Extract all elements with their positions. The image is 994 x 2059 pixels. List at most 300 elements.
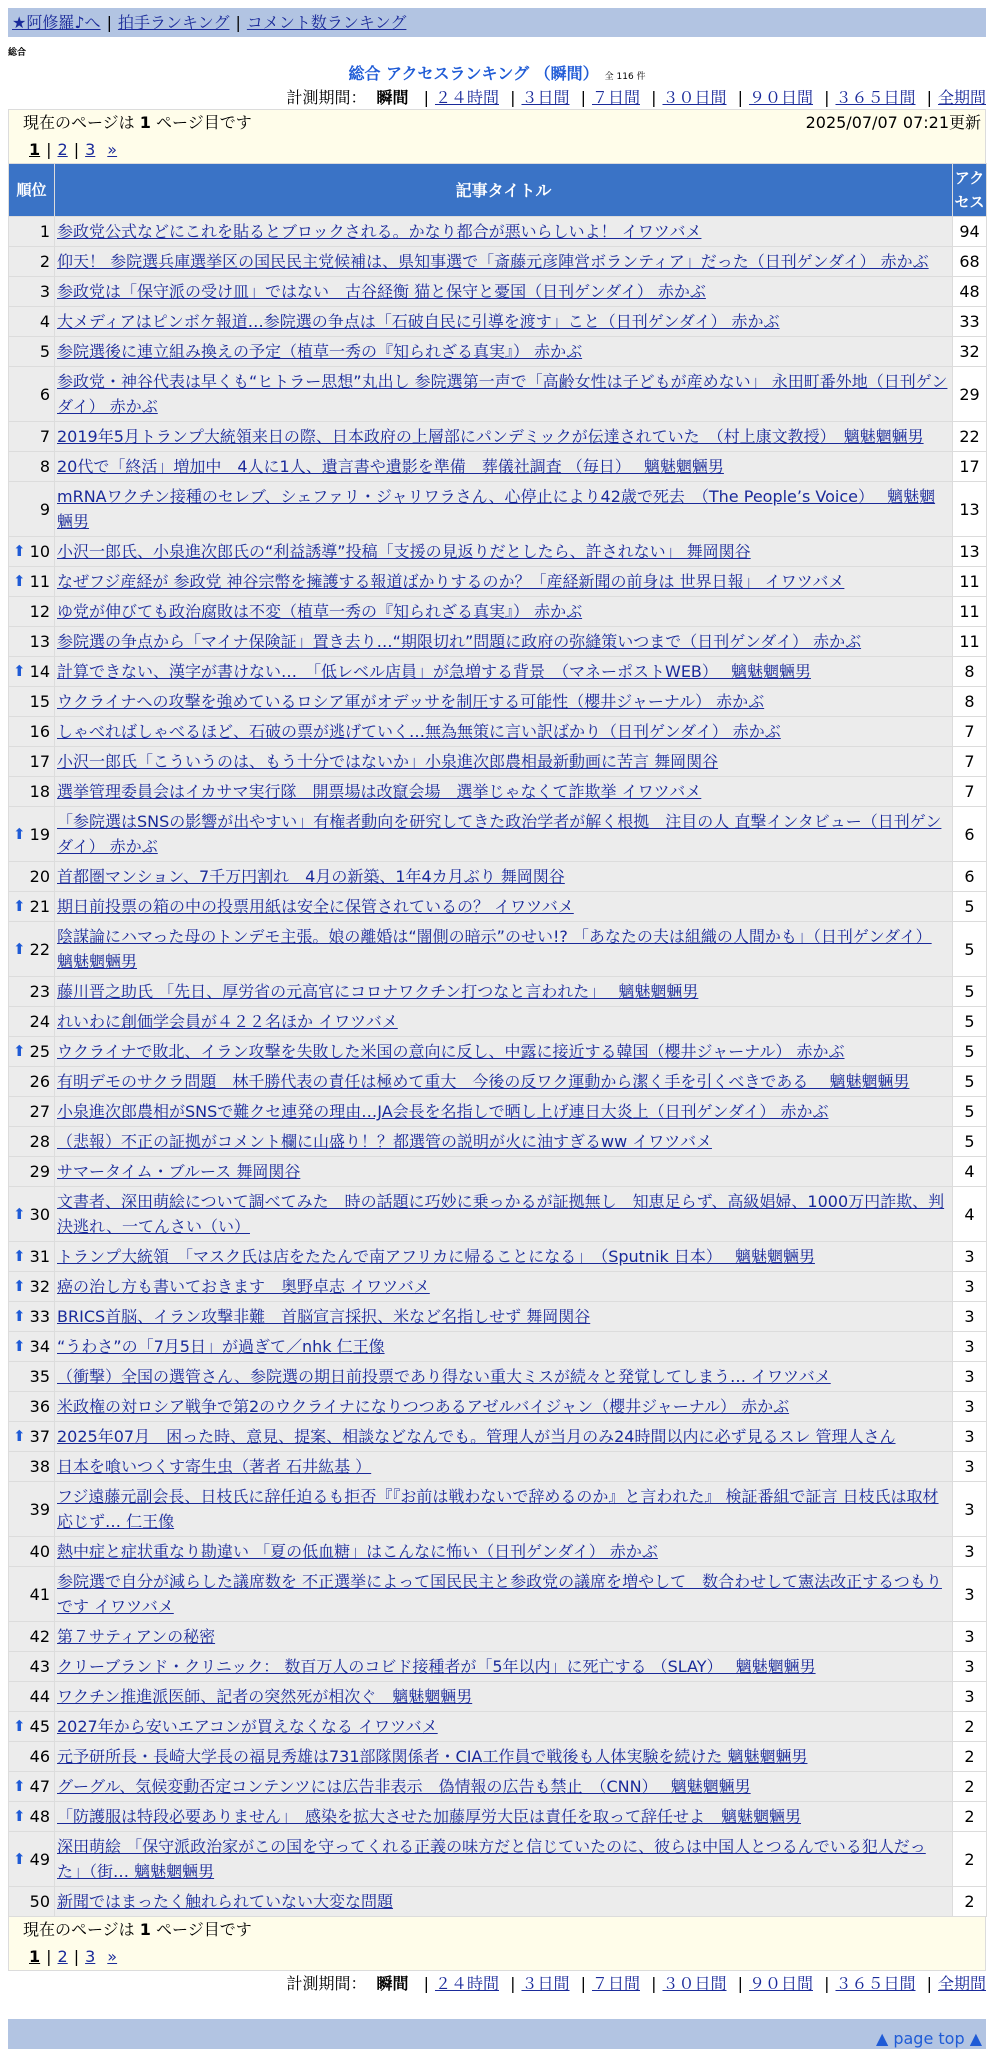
article-link[interactable]: 第７サティアンの秘密: [57, 1627, 216, 1646]
article-link[interactable]: 2027年から安いエアコンが買えなくなる イワツバメ: [57, 1717, 438, 1736]
table-row: [9, 977, 987, 1007]
rank-number: 30: [29, 1204, 50, 1224]
title-cell: [55, 1097, 953, 1127]
rank-number: 8: [39, 457, 50, 476]
rank-number: 48: [29, 1807, 50, 1826]
access-count: 13: [953, 482, 987, 537]
page-link-2[interactable]: 2: [57, 140, 68, 159]
table-row: [9, 1067, 987, 1097]
table-row: [9, 482, 987, 537]
rank-number: 26: [29, 1072, 50, 1091]
article-link[interactable]: 20代で「終活」増加中 4人に1人、遺言書や遺影を準備 葬儀社調査 （毎日） 魑魅魍魎男: [57, 457, 724, 476]
table-row: [9, 307, 987, 337]
article-link[interactable]: ゆ党が伸びても政治腐敗は不変（植草一秀の『知られざる真実』） 赤かぶ: [57, 602, 583, 621]
title-cell: [55, 1392, 953, 1422]
article-link[interactable]: 藤川晋之助氏 「先日、厚労省の元高官にコロナワクチン打つなと言われた」 魑魅魍魎男: [57, 982, 699, 1001]
access-count: 2: [953, 1832, 987, 1887]
article-link[interactable]: 参院選で自分が減らした議席数を 不正選挙によって国民民主と参政党の議席を増やして 数合わせして憲法改正するつもりです イワツバメ: [57, 1572, 942, 1616]
rank-cell: [9, 337, 55, 367]
period-link-all[interactable]: 全期間: [937, 1974, 986, 1993]
access-count: 94: [953, 217, 987, 247]
article-link[interactable]: 米政権の対ロシア戦争で第2のウクライナになりつつあるアゼルバイジャン（櫻井ジャーナル） 赤かぶ: [57, 1397, 790, 1416]
access-count: 3: [953, 1567, 987, 1622]
title-cell: [55, 247, 953, 277]
period-link-7d[interactable]: ７日間: [591, 88, 640, 107]
table-row: [9, 1392, 987, 1422]
rank-cell: [9, 307, 55, 337]
rank-number: 40: [29, 1542, 50, 1561]
title-cell: [55, 367, 953, 422]
rank-number: 42: [29, 1627, 50, 1646]
table-row: [9, 1362, 987, 1392]
title-cell: [55, 1067, 953, 1097]
table-row: [9, 277, 987, 307]
page-link-3[interactable]: 3: [85, 140, 96, 159]
access-count: 13: [953, 537, 987, 567]
period-selector-bottom: 計測期間： 瞬間 | ２４時間 | ３日間 | ７日間 | ３０日間 | ９０日間 | ３６５日間 | 全期間: [286, 1974, 986, 1993]
rank-number: 37: [29, 1427, 50, 1446]
article-link[interactable]: れいわに創価学会員が４２２名ほか イワツバメ: [57, 1012, 398, 1031]
article-link[interactable]: 有明デモのサクラ問題 林千勝代表の責任は極めて重大 今後の反ワク運動から潔く手を引くべきである 魑魅魍魎男: [57, 1072, 910, 1091]
category-label: 総合: [8, 48, 27, 58]
period-selector-top: 計測期間： 瞬間 | ２４時間 | ３日間 | ７日間 | ３０日間 | ９０日間 | ３６５日間 | 全期間: [286, 88, 986, 107]
table-row: [9, 1482, 987, 1537]
period-link-3d[interactable]: ３日間: [521, 88, 570, 107]
title-cell: [55, 567, 953, 597]
title-cell: [55, 1482, 953, 1537]
article-link[interactable]: ワクチン推進派医師、記者の突然死が相次ぐ 魑魅魍魎男: [57, 1687, 473, 1706]
table-row: [9, 627, 987, 657]
rank-cell: [9, 1127, 55, 1157]
pager-top: 現在のページは 1 ページ目です 2025/07/07 07:21更新 1 | 2 | 3 »: [8, 109, 986, 163]
table-row: [9, 1832, 987, 1887]
rank-number: 18: [29, 782, 50, 801]
title-cell: [55, 1037, 953, 1067]
table-row: [9, 1127, 987, 1157]
table-row: [9, 1652, 987, 1682]
rank-number: 1: [39, 222, 50, 241]
title-cell: [55, 217, 953, 247]
title-cell: [55, 1887, 953, 1917]
rank-number: 15: [29, 692, 50, 711]
period-link-30d[interactable]: ３０日間: [662, 88, 727, 107]
access-count: 3: [953, 1452, 987, 1482]
period-link-all[interactable]: 全期間: [937, 88, 986, 107]
rank-number: 41: [29, 1584, 50, 1604]
article-link[interactable]: 2025年07月 困った時、意見、提案、相談などなんでも。管理人が当月のみ24時間以内に必ず見るスレ 管理人さん: [57, 1427, 896, 1446]
table-row: [9, 717, 987, 747]
rank-up-arrow-icon: ⬆: [13, 1777, 26, 1795]
page-title: 総合 アクセスランキング （瞬間）: [348, 64, 599, 83]
title-cell: [55, 537, 953, 567]
rank-cell: [9, 747, 55, 777]
table-row: [9, 1422, 987, 1452]
rank-cell: [9, 1302, 55, 1332]
title-cell: [55, 277, 953, 307]
title-cell: [55, 922, 953, 977]
article-link[interactable]: （悲報）不正の証拠がコメント欄に山盛り！？都選管の説明が火に油すぎるww イワツバメ: [57, 1132, 712, 1151]
period-link-90d[interactable]: ９０日間: [748, 1974, 813, 1993]
separator: |: [235, 13, 241, 32]
rank-up-arrow-icon: ⬆: [13, 1717, 26, 1735]
article-link[interactable]: 文書者、深田萌絵について調べてみた 時の話題に巧妙に乗っかるが証拠無し 知恵足らず、高級娼婦、1000万円詐欺、判決逃れ、一てんさい（い）: [57, 1192, 945, 1236]
period-link-365d[interactable]: ３６５日間: [835, 88, 916, 107]
header-title: 記事タイトル: [55, 164, 953, 217]
article-link[interactable]: 深田萌絵 「保守派政治家がこの国を守ってくれる正義の味方だと信じていたのに、彼らは中国人とつるんでいる犯人だった」（街… 魑魅魍魎男: [57, 1837, 926, 1881]
rank-number: 45: [29, 1717, 50, 1736]
access-count: 3: [953, 1242, 987, 1272]
access-count: 5: [953, 892, 987, 922]
rank-number: 23: [29, 982, 50, 1001]
rank-cell: [9, 1157, 55, 1187]
access-count: 2: [953, 1772, 987, 1802]
rank-cell: [9, 1067, 55, 1097]
rank-number: 22: [29, 939, 50, 959]
title-cell: [55, 1187, 953, 1242]
access-count: 3: [953, 1422, 987, 1452]
table-row: [9, 1007, 987, 1037]
rank-cell: [9, 1242, 55, 1272]
table-row: [9, 367, 987, 422]
rank-cell: [9, 1742, 55, 1772]
access-count: 6: [953, 807, 987, 862]
title-cell: [55, 747, 953, 777]
table-row: [9, 1712, 987, 1742]
article-link[interactable]: 大メディアはピンボケ報道…参院選の争点は「石破自民に引導を渡す」こと（日刊ゲンダイ） 赤かぶ: [57, 312, 780, 331]
access-count: 2: [953, 1742, 987, 1772]
table-row: [9, 1187, 987, 1242]
rank-number: 3: [39, 282, 50, 301]
rank-cell: [9, 1482, 55, 1537]
footer-bar: [8, 2019, 986, 2049]
rank-cell: [9, 1537, 55, 1567]
page-link-3[interactable]: 3: [85, 1947, 96, 1966]
table-row: [9, 247, 987, 277]
rank-number: 2: [39, 252, 50, 271]
access-count: 3: [953, 1362, 987, 1392]
rank-cell: [9, 1392, 55, 1422]
rank-number: 16: [29, 722, 50, 741]
clap-ranking-link[interactable]: 拍手ランキング: [117, 13, 230, 32]
access-count: 4: [953, 1157, 987, 1187]
page-next-link[interactable]: »: [107, 140, 118, 159]
rank-number: 25: [29, 1042, 50, 1061]
page: [8, 8, 986, 2049]
header-rank: 順位: [9, 164, 55, 217]
table-row: [9, 537, 987, 567]
rank-up-arrow-icon: ⬆: [13, 1042, 26, 1060]
title-cell: [55, 1452, 953, 1482]
title-cell: [55, 307, 953, 337]
rank-number: 27: [29, 1102, 50, 1121]
article-link[interactable]: BRICS首脳、イラン攻撃非難 首脳宣言採択、米など名指しせず 舞岡関谷: [57, 1307, 591, 1326]
rank-number: 24: [29, 1012, 50, 1031]
access-count: 3: [953, 1537, 987, 1567]
rank-number: 11: [29, 572, 50, 591]
rank-number: 9: [39, 499, 50, 519]
access-count: 3: [953, 1482, 987, 1537]
rank-number: 46: [29, 1747, 50, 1766]
rank-cell: [9, 1712, 55, 1742]
pager-bottom: 現在のページは 1 ページ目です 1 | 2 | 3 »: [8, 1917, 986, 1971]
rank-number: 29: [29, 1162, 50, 1181]
article-link[interactable]: 選挙管理委員会はイカサマ実行隊 開票場は改竄会場 選挙じゃなくて詐欺挙 イワツバメ: [57, 782, 702, 801]
access-count: 2: [953, 1887, 987, 1917]
rank-cell: [9, 892, 55, 922]
article-link[interactable]: 元予研所長・長崎大学長の福見秀雄は731部隊関係者・CIA工作員で戦後も人体実験を続けた 魑魅魍魎男: [57, 1747, 808, 1766]
access-count: 11: [953, 597, 987, 627]
table-row: [9, 1682, 987, 1712]
article-link[interactable]: 首都圏マンション、7千万円割れ 4月の新築、1年4カ月ぶり 舞岡関谷: [57, 867, 565, 886]
access-count: 3: [953, 1302, 987, 1332]
title-cell: [55, 1242, 953, 1272]
access-count: 5: [953, 922, 987, 977]
article-link[interactable]: 小沢一郎氏「こういうのは、もう十分ではないか」小泉進次郎農相最新動画に苦言 舞岡関谷: [57, 752, 719, 771]
article-link[interactable]: ウクライナで敗北、イラン攻撃を失敗した米国の意向に反し、中露に接近する韓国（櫻井ジャーナル） 赤かぶ: [57, 1042, 845, 1061]
access-count: 29: [953, 367, 987, 422]
article-link[interactable]: “うわさ”の「7月5日」が過ぎて／nhk 仁王像: [57, 1337, 385, 1356]
table-row: [9, 1887, 987, 1917]
title-cell: [55, 1007, 953, 1037]
access-count: 3: [953, 1622, 987, 1652]
rank-number: 38: [29, 1457, 50, 1476]
title-cell: [55, 1567, 953, 1622]
period-link-7d[interactable]: ７日間: [591, 1974, 640, 1993]
article-link[interactable]: クリーブランド・クリニック： 数百万人のコビド接種者が「5年以内」に死亡する （SLAY） 魑魅魍魎男: [57, 1657, 816, 1676]
table-row: [9, 862, 987, 892]
period-link-3d[interactable]: ３日間: [521, 1974, 570, 1993]
article-link[interactable]: 「参院選はSNSの影響が出やすい」有権者動向を研究してきた政治学者が解く根拠 注目の人 直撃インタビュー（日刊ゲンダイ） 赤かぶ: [57, 812, 942, 856]
rank-up-arrow-icon: ⬆: [13, 1849, 26, 1868]
rank-cell: [9, 1272, 55, 1302]
access-count: 2: [953, 1712, 987, 1742]
table-row: [9, 777, 987, 807]
article-link[interactable]: mRNAワクチン接種のセレブ、シェファリ・ジャリワラさん、心停止により42歳で死去 （The People’s Voice） 魑魅魍魎男: [57, 487, 936, 531]
article-link[interactable]: 参院選後に連立組み換えの予定（植草一秀の『知られざる真実』） 赤かぶ: [57, 342, 583, 361]
rank-cell: [9, 452, 55, 482]
rank-number: 31: [29, 1247, 50, 1266]
rank-up-arrow-icon: ⬆: [13, 1247, 26, 1265]
period-label: 計測期間：: [286, 1974, 367, 1993]
table-row: [9, 1567, 987, 1622]
period-link-90d[interactable]: ９０日間: [748, 88, 813, 107]
rank-number: 5: [39, 342, 50, 361]
table-header: [9, 164, 987, 217]
article-link[interactable]: 小泉進次郎農相がSNSで難クセ連発の理由…JA会長を名指しで晒し上げ連日大炎上（日刊ゲンダイ） 赤かぶ: [57, 1102, 829, 1121]
access-count: 3: [953, 1682, 987, 1712]
title-cell: [55, 1832, 953, 1887]
table-row: [9, 922, 987, 977]
rank-number: 28: [29, 1132, 50, 1151]
title-cell: [55, 657, 953, 687]
article-link[interactable]: 仰天！ 参院選兵庫選挙区の国民民主党候補は、県知事選で「斎藤元彦陣営ボランティア」だった（日刊ゲンダイ） 赤かぶ: [57, 252, 929, 271]
table-row: [9, 597, 987, 627]
rank-cell: [9, 1007, 55, 1037]
access-count: 7: [953, 747, 987, 777]
article-link[interactable]: 参政党は「保守派の受け皿」ではない 古谷経衡 猫と保守と憂国（日刊ゲンダイ） 赤かぶ: [57, 282, 706, 301]
table-row: [9, 1332, 987, 1362]
rank-cell: [9, 367, 55, 422]
comment-ranking-link[interactable]: コメント数ランキング: [246, 13, 407, 32]
title-cell: [55, 892, 953, 922]
rank-cell: [9, 1362, 55, 1392]
period-link-24h[interactable]: ２４時間: [434, 1974, 499, 1993]
title-cell: [55, 777, 953, 807]
title-cell: [55, 1712, 953, 1742]
access-count: 7: [953, 777, 987, 807]
article-link[interactable]: 新聞ではまったく触れられていない大変な問題: [57, 1892, 394, 1911]
access-count: 68: [953, 247, 987, 277]
title-row: [8, 63, 986, 85]
title-cell: [55, 1537, 953, 1567]
access-count: 11: [953, 627, 987, 657]
rank-cell: [9, 1832, 55, 1887]
title-cell: [55, 452, 953, 482]
article-link[interactable]: フジ遠藤元副会長、日枝氏に辞任迫るも拒否『『お前は戦わないで辞めるのか』と言われた』 検証番組で証言 日枝氏は取材応じず… 仁王像: [57, 1487, 939, 1531]
article-link[interactable]: グーグル、気候変動否定コンテンツには広告非表示 偽情報の広告も禁止 （CNN） 魑魅魍魎男: [57, 1777, 751, 1796]
page-link-2[interactable]: 2: [57, 1947, 68, 1966]
access-count: 7: [953, 717, 987, 747]
article-link[interactable]: （衝撃）全国の選管さん、参院選の期日前投票であり得ない重大ミスが続々と発覚してしまう… イワツバメ: [57, 1367, 831, 1386]
rank-cell: [9, 482, 55, 537]
rank-cell: [9, 862, 55, 892]
updated-time: 2025/07/07 07:21更新: [805, 113, 981, 132]
article-link[interactable]: 参政党・神谷代表は早くも“ヒトラー思想”丸出し 参院選第一声で「高齢女性は子どもが産めない」 永田町番外地（日刊ゲンダイ） 赤かぶ: [57, 372, 948, 416]
rank-cell: [9, 657, 55, 687]
total-count: 全 116 件: [604, 72, 646, 82]
article-link[interactable]: サマータイム・ブルース 舞岡関谷: [57, 1162, 301, 1181]
rank-cell: [9, 247, 55, 277]
article-link[interactable]: 計算できない、漢字が書けない… 「低レベル店員」が急増する背景 （マネーポストWEB） 魑魅魍魎男: [57, 662, 811, 681]
rank-number: 14: [29, 662, 50, 681]
title-cell: [55, 1272, 953, 1302]
top-nav-bar: [8, 8, 986, 37]
table-row: [9, 217, 987, 247]
table-row: [9, 657, 987, 687]
rank-up-arrow-icon: ⬆: [13, 1427, 26, 1445]
rank-up-arrow-icon: ⬆: [13, 1807, 26, 1825]
title-cell: [55, 1362, 953, 1392]
title-cell: [55, 1652, 953, 1682]
title-cell: [55, 1802, 953, 1832]
rank-number: 13: [29, 632, 50, 651]
article-link[interactable]: ウクライナへの攻撃を強めているロシア軍がオデッサを制圧する可能性（櫻井ジャーナル） 赤かぶ: [57, 692, 765, 711]
page-current: 1: [29, 140, 41, 159]
rank-cell: [9, 777, 55, 807]
access-count: 5: [953, 1127, 987, 1157]
period-link-30d[interactable]: ３０日間: [662, 1974, 727, 1993]
access-count: 17: [953, 452, 987, 482]
access-count: 33: [953, 307, 987, 337]
title-cell: [55, 482, 953, 537]
access-count: 22: [953, 422, 987, 452]
rank-up-arrow-icon: ⬆: [13, 1277, 26, 1295]
access-count: 6: [953, 862, 987, 892]
article-link[interactable]: しゃべればしゃべるほど、石破の票が逃げていく…無為無策に言い訳ばかり（日刊ゲンダイ） 赤かぶ: [57, 722, 781, 741]
table-row: [9, 1272, 987, 1302]
rank-cell: [9, 627, 55, 657]
title-cell: [55, 422, 953, 452]
title-cell: [55, 687, 953, 717]
article-link[interactable]: 陰謀論にハマった母のトンデモ主張。娘の離婚は“闇側の暗示”のせい!? 「あなたの夫は組織の人間かも」（日刊ゲンダイ） 魑魅魍魎男: [57, 927, 932, 971]
table-row: [9, 1037, 987, 1067]
home-link[interactable]: ★阿修羅♪へ: [12, 13, 101, 32]
table-row: [9, 1452, 987, 1482]
table-row: [9, 807, 987, 862]
page-next-link[interactable]: »: [107, 1947, 118, 1966]
rank-cell: [9, 1682, 55, 1712]
title-cell: [55, 1682, 953, 1712]
period-link-24h[interactable]: ２４時間: [434, 88, 499, 107]
rank-up-arrow-icon: ⬆: [13, 897, 26, 915]
rank-cell: [9, 1332, 55, 1362]
rank-number: 44: [29, 1687, 50, 1706]
table-body: [9, 217, 987, 1917]
access-count: 8: [953, 657, 987, 687]
access-count: 3: [953, 1652, 987, 1682]
rank-number: 50: [29, 1892, 50, 1911]
article-link[interactable]: 「防護服は特段必要ありません」 感染を拡大させた加藤厚労大臣は責任を取って辞任せよ 魑魅魍魎男: [57, 1807, 802, 1826]
rank-cell: [9, 597, 55, 627]
article-link[interactable]: 参政党公式などにこれを貼るとブロックされる。かなり都合が悪いらしいよ！ イワツバメ: [57, 222, 702, 241]
article-link[interactable]: 熱中症と症状重なり勘違い 「夏の低血糖」はこんなに怖い（日刊ゲンダイ） 赤かぶ: [57, 1542, 658, 1561]
article-link[interactable]: 2019年5月トランプ大統領来日の際、日本政府の上層部にパンデミックが伝達されていた （村上康文教授） 魑魅魍魎男: [57, 427, 924, 446]
rank-cell: [9, 807, 55, 862]
title-cell: [55, 1157, 953, 1187]
access-count: 5: [953, 1067, 987, 1097]
rank-cell: [9, 1187, 55, 1242]
rank-up-arrow-icon: ⬆: [13, 1204, 26, 1223]
table-row: [9, 1772, 987, 1802]
title-cell: [55, 1302, 953, 1332]
table-row: [9, 1742, 987, 1772]
table-row: [9, 892, 987, 922]
access-count: 5: [953, 1037, 987, 1067]
rank-number: 36: [29, 1397, 50, 1416]
period-current: 瞬間: [376, 1974, 409, 1993]
rank-up-arrow-icon: ⬆: [13, 939, 26, 958]
article-link[interactable]: トランプ大統領 「マスク氏は店をたたんで南アフリカに帰ることになる」 （Sputnik 日本） 魑魅魍魎男: [57, 1247, 815, 1266]
rank-cell: [9, 1037, 55, 1067]
rank-cell: [9, 1887, 55, 1917]
rank-cell: [9, 422, 55, 452]
page-top-link[interactable]: ▲ page top ▲: [875, 2029, 982, 2048]
period-link-365d[interactable]: ３６５日間: [835, 1974, 916, 1993]
article-link[interactable]: 小沢一郎氏、小泉進次郎氏の“利益誘導”投稿「支援の見返りだとしたら、許されない」 舞岡関谷: [57, 542, 751, 561]
table-row: [9, 1097, 987, 1127]
title-cell: [55, 977, 953, 1007]
rank-cell: [9, 717, 55, 747]
title-cell: [55, 1622, 953, 1652]
article-link[interactable]: なぜフジ産経が 参政党 神谷宗幣を擁護する報道ばかりするのか？「産経新聞の前身は 世界日報」 イワツバメ: [57, 572, 845, 591]
table-row: [9, 452, 987, 482]
title-cell: [55, 717, 953, 747]
article-link[interactable]: 期日前投票の箱の中の投票用紙は安全に保管されているの？ イワツバメ: [57, 897, 574, 916]
access-count: 3: [953, 1272, 987, 1302]
table-row: [9, 337, 987, 367]
rank-number: 21: [29, 897, 50, 916]
rank-number: 47: [29, 1777, 50, 1796]
table-row: [9, 1242, 987, 1272]
rank-cell: [9, 1422, 55, 1452]
table-row: [9, 1157, 987, 1187]
article-link[interactable]: 日本を喰いつくす寄生虫（著者 石井紘基 ）: [57, 1457, 372, 1476]
article-link[interactable]: 癌の治し方も書いておきます 奥野卓志 イワツバメ: [57, 1277, 430, 1296]
article-link[interactable]: 参院選の争点から「マイナ保険証」置き去り…“期限切れ”問題に政府の弥縫策いつまで（日刊ゲンダイ） 赤かぶ: [57, 632, 862, 651]
access-count: 32: [953, 337, 987, 367]
rank-up-arrow-icon: ⬆: [13, 824, 26, 843]
rank-number: 34: [29, 1337, 50, 1356]
